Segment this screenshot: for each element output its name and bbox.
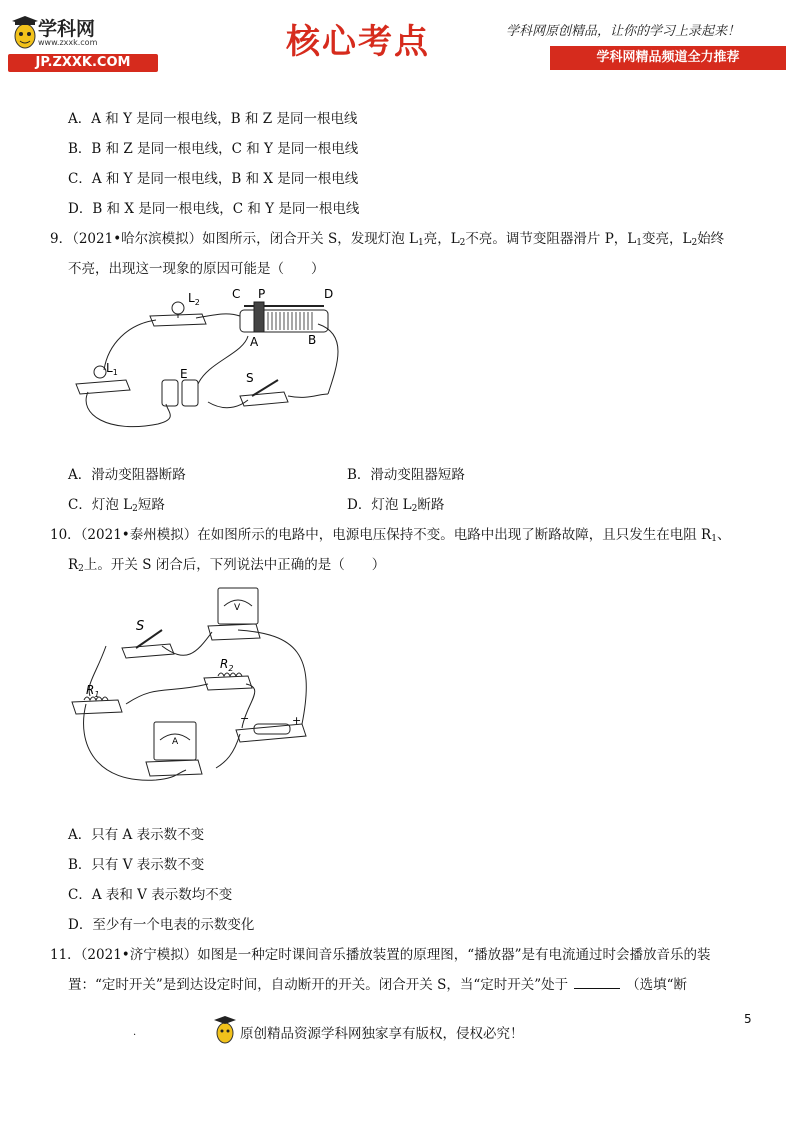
q9-option-b: B．滑动变阻器短路: [347, 467, 465, 483]
q10-stem-line2: $R_2$上。开关 S 闭合后，下列说法中正确的是（ ）: [68, 557, 386, 574]
mascot-icon: [10, 16, 40, 56]
footer-mascot-icon: [212, 1014, 238, 1048]
header-channel-banner: 学科网精品频道全力推荐: [550, 46, 786, 70]
footer-dot: .: [133, 1027, 137, 1038]
q10-stem-line1: 10．（2021•泰州模拟）在如图所示的电路中，电源电压保持不变。电路中出现了断路故障，且只发生在电阻 $R_1$、: [50, 527, 731, 544]
q11-stem-line2: 置：“定时开关”是到达设定时间，自动断开的开关。闭合开关 S，当“定时开关”处于 （选填“断: [68, 977, 688, 993]
q9-label-B: B: [308, 333, 317, 347]
q9-label-C: C: [232, 287, 241, 301]
logo-url: www.zxxk.com: [38, 38, 98, 47]
q9-label-P: P: [258, 287, 266, 301]
q10-label-S: S: [136, 619, 145, 634]
q9-label-A: A: [250, 335, 259, 349]
q10-option-b: B．只有 V 表示数不变: [68, 857, 205, 873]
q9-option-d: D．灯泡 $L_2$断路: [347, 497, 445, 514]
q10-label-minus: −: [240, 712, 250, 725]
q11-answer-blank: [574, 977, 620, 989]
q10-label-V: V: [234, 603, 241, 613]
q9-label-D: D: [324, 287, 334, 301]
q9-label-S: S: [246, 371, 254, 385]
q10-label-R1: $R_1$: [86, 683, 100, 699]
q9-label-L1: $L_1$: [106, 361, 118, 377]
logo-banner: JP.ZXXK.COM: [8, 54, 158, 72]
header-slogan: 学科网原创精品，让你的学习上录起来！: [506, 24, 741, 39]
q10-option-d: D．至少有一个电表的示数变化: [68, 917, 255, 933]
header-title: 核心考点: [286, 22, 430, 62]
q10-label-A: A: [172, 737, 179, 747]
q8-option-c: C．A 和 Y 是同一根电线，B 和 X 是同一根电线: [68, 171, 359, 187]
q8-option-b: B．B 和 Z 是同一根电线，C 和 Y 是同一根电线: [68, 141, 359, 157]
q10-label-plus: +: [292, 714, 302, 727]
footer-copyright: 原创精品资源学科网独家享有版权，侵权必究！: [240, 1026, 524, 1042]
q10-label-R2: $R_2$: [220, 657, 234, 673]
logo-text: 学科网: [38, 18, 96, 40]
q10-option-c: C．A 表和 V 表示数均不变: [68, 887, 233, 903]
q11-stem-line1: 11．（2021•济宁模拟）如图是一种定时课间音乐播放装置的原理图，“播放器”是有电流通过时会播放音乐的装: [50, 947, 711, 963]
q9-label-E: E: [180, 367, 188, 381]
q9-stem-line2: 不亮，出现这一现象的原因可能是（ ）: [68, 261, 325, 277]
q9-circuit-figure: [68, 284, 368, 440]
q10-circuit-figure: [66, 584, 330, 802]
q9-option-c: C．灯泡 $L_2$短路: [68, 497, 165, 514]
q8-option-d: D．B 和 X 是同一根电线，C 和 Y 是同一根电线: [68, 201, 360, 217]
q9-option-a: A．滑动变阻器断路: [68, 467, 186, 483]
q8-option-a: A．A 和 Y 是同一根电线，B 和 Z 是同一根电线: [68, 111, 358, 127]
q9-stem-line1: 9．（2021•哈尔滨模拟）如图所示，闭合开关 S，发现灯泡 $L_1$亮，$L_2$不亮。调节变阻器滑片 P，$L_1$变亮，$L_2$始终: [50, 231, 725, 248]
q9-label-L2: $L_2$: [188, 291, 200, 307]
q10-option-a: A．只有 A 表示数不变: [68, 827, 205, 843]
page-number: 5: [744, 1012, 752, 1026]
